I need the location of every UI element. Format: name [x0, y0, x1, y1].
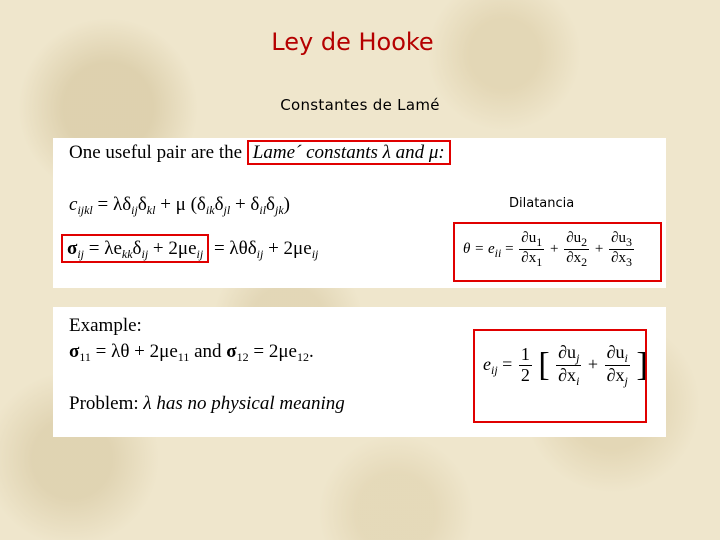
stress-equation-line: $\sigma_{ij} = \lambda e_{kk}\delta_{ij} + 2\mu e_{ij} = \lambda\theta\delta_{ij} + 2\mu e_{ij}$	[61, 238, 318, 262]
slide-title: Ley de Hooke	[271, 28, 434, 56]
problem-line: Problem: λ has no physical meaning	[69, 393, 345, 414]
lame-constants-panel	[53, 138, 666, 288]
example-panel	[53, 307, 666, 437]
dilatancy-label: Dilatancia	[509, 196, 575, 211]
slide-subtitle: Constantes de Lamé	[280, 96, 440, 114]
strain-formula: $e_{ij}$ = $\frac{1}{2}$ [ $\frac{\partial u_j}{\partial x_i}$ + $\frac{\partial u_i}{\partial x_j}$ ]	[483, 342, 648, 389]
example-equations: $\sigma_{11} = \lambda\theta + 2\mu e_{11}$ and $\sigma_{12} = 2\mu e_{12}$.	[69, 341, 314, 364]
intro-line	[69, 142, 451, 164]
dilatancy-formula: $\theta = e_{ii}$ = $\frac{\partial u_1}{\partial x_1}$ + $\frac{\partial u_2}{\partial x_2}$ + $\frac{\partial u_3}{\partial x_3}$	[463, 230, 632, 270]
intro-text: One useful pair are the	[69, 142, 247, 163]
stiffness-tensor-equation: $c_{ijkl} = \lambda\delta_{ij}\delta_{kl} + \mu$ $(\delta_{ik}\delta_{jl} + \delta_{il}\delta_{jk})$	[69, 194, 290, 217]
lame-constants-highlight: Lame´ constants λ and μ:	[247, 140, 451, 165]
stress-equation-highlight: $\sigma_{ij} = \lambda e_{kk}\delta_{ij} + 2\mu e_{ij}$	[61, 234, 209, 263]
example-label: Example:	[69, 315, 142, 336]
